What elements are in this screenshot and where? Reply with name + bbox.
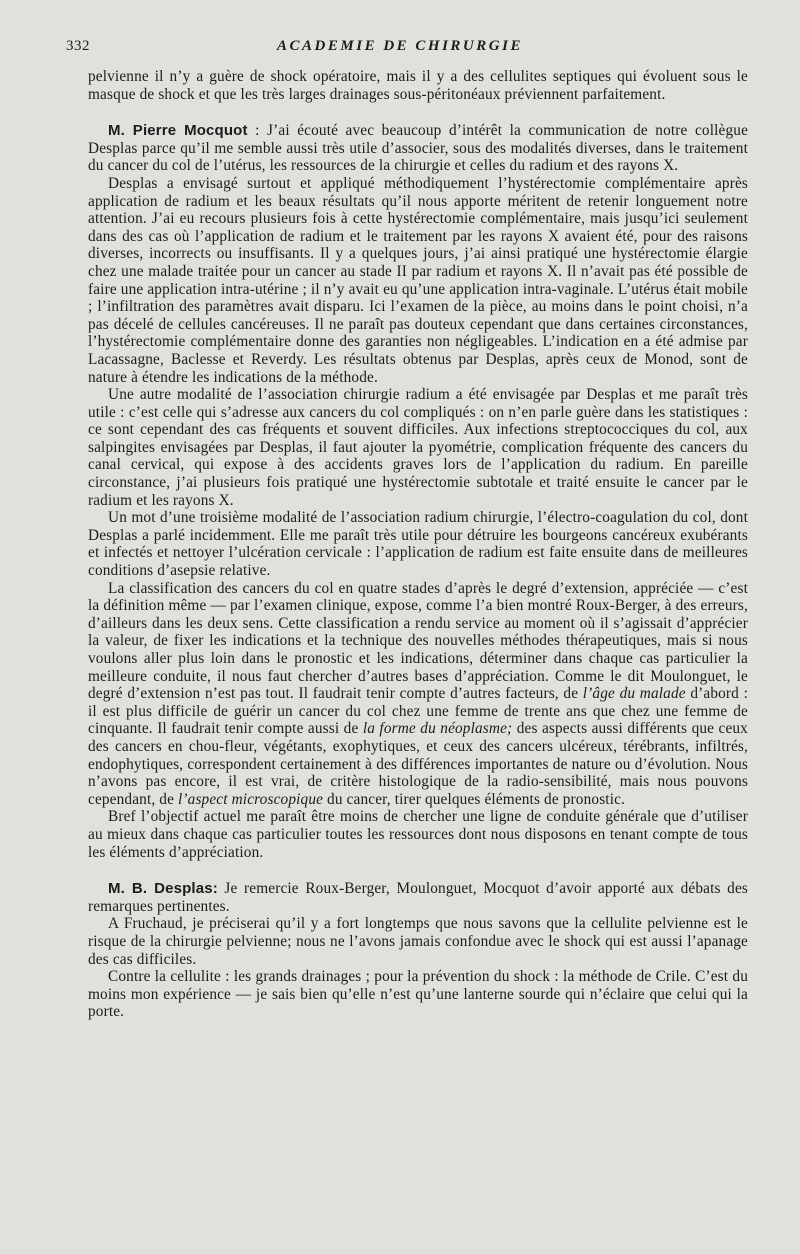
paragraph bbox=[88, 968, 748, 1021]
paragraph bbox=[88, 386, 748, 509]
paragraph bbox=[88, 915, 748, 968]
italic-text: l’âge du malade bbox=[582, 685, 686, 703]
text-run: d’abord : il est plus difficile de guérir un cancer du col chez une femme de trente ans que chez une femme de cinquante. Il faudrait tenir compte aussi de bbox=[88, 685, 748, 738]
speaker-name: M. Pierre Mocquot bbox=[108, 122, 248, 140]
text-run: Je remercie Roux-Berger, Moulonguet, Mocquot d’avoir apporté aux débats des remarques pertinentes. bbox=[88, 880, 748, 915]
text-run: A Fruchaud, je préciserai qu’il y a fort longtemps que nous savons que la cellulite pelvienne est le risque de la chirurgie pelvienne; nous ne l’avons jamais confondue avec le shock qui est aussi l’apanage des cas difficiles. bbox=[88, 915, 748, 968]
paragraph bbox=[88, 509, 748, 579]
paragraph bbox=[88, 808, 748, 861]
text-run: pelvienne il n’y a guère de shock opératoire, mais il y a des cellulites septiques qui évoluent sous le masque de shock et que les très larges drainages sous-péritonéaux préviennent parfaitement. bbox=[88, 68, 748, 103]
text-run: Desplas a envisagé surtout et appliqué méthodiquement l’hystérectomie complémentaire après application de radium et les beaux résultats qu’il nous apporte méritent de retenir longuement notre attention. J’ai eu recours plusieurs fois à cette hystérectomie complémentaire, mais jusqu’ici seulement dans des cas où l’application de radium et le traitement par les rayons X avaient été, pour des raisons diverses, incorrects ou insuffisants. Il y a quelques jours, j’ai ainsi pratiqué une hystérectomie élargie chez une malade traitée pour un cancer au stade II par radium et rayons X. Il n’avait pas été possible de faire une application intra-utérine ; il n’y avait eu qu’une application intra-vaginale. L’utérus était mobile ; l’infiltration des paramètres avait disparu. Ici l’examen de la pièce, au moins dans le point choisi, n’a pas décelé de cellules cancéreuses. Il ne paraît pas douteux cependant que dans certaines circonstances, l’hystérectomie complémentaire donne des garanties non négligeables. L’indication en a été admise par Lacassagne, Baclesse et Reverdy. Les résultats obtenus par Desplas, après ceux de Monod, sont de nature à étendre les indications de la méthode. bbox=[88, 174, 748, 386]
body-text bbox=[88, 68, 748, 1021]
text-run: Contre la cellulite : les grands drainages ; pour la prévention du shock : la méthode de Crile. C’est du moins mon expérience — je sais bien qu’elle n’est qu’une lanterne sourde qui n’éclaire que celui qui la porte. bbox=[88, 968, 748, 1021]
italic-text: l’aspect microscopique bbox=[178, 790, 324, 808]
paragraph bbox=[88, 580, 748, 809]
text-run: Une autre modalité de l’association chirurgie radium a été envisagée par Desplas et me paraît très utile : c’est celle qui s’adresse aux cancers du col compliqués : on n’en parle guère dans les statistiques : ce sont cependant des cas fréquents et souvent difficiles. Aux infections streptococciques du col, aux salpingites envisagées par Desplas, il faut ajouter la pyométrie, complication fréquente des cancers du canal cervical, qui expose à des accidents graves lors de l’application du radium. En pareille circonstance, j’ai plusieurs fois pratiqué une hystérectomie subtotale et traité ensuite le cancer par le radium et les rayons X. bbox=[88, 386, 748, 509]
speaker-name: M. B. Desplas: bbox=[108, 880, 218, 898]
text-run: : J’ai écouté avec beaucoup d’intérêt la communication de notre collègue Desplas parce qu’il me semble aussi très utile d’associer, sous des modalités diverses, dans le traitement du cancer du col de l’utérus, les ressources de la chirurgie et celles du radium et des rayons X. bbox=[88, 122, 749, 175]
page-number: 332 bbox=[66, 38, 90, 54]
text-run: La classification des cancers du col en quatre stades d’après le degré d’extension, appréciée — c’est la définition même — par l’examen clinique, expose, comme l’a bien montré Roux-Berger, à des erreurs, d’ailleurs dans les deux sens. Cette classification a rendu service au moment où il s’agissait d’apprécier la valeur, de fixer les indications et la technique des nouvelles méthodes thérapeutiques, mais si nous voulons aller plus loin dans le pronostic et les indications, déterminer dans chaque cas particulier la meilleure conduite, il nous faut chercher d’autres bases d’appréciation. Comme le dit Moulonguet, le degré d’extension n’est pas tout. Il faudrait tenir compte d’autres facteurs, de bbox=[88, 579, 748, 703]
italic-text: la forme du néoplasme; bbox=[362, 720, 513, 738]
running-title: ACADEMIE DE CHIRURGIE bbox=[277, 38, 523, 54]
text-run: des aspects aussi différents que ceux des cancers en chou-fleur, végétants, exophytiques, et ceux des cancers ulcéreux, térébrants, infiltrés, endophytiques, correspondent certainement à des différences importantes de nature ou d’évolution. Nous n’avons pas encore, il est vrai, de critère histologique de la radio-sensibilité, mais nous pouvons cependant, de bbox=[88, 720, 748, 808]
paragraph bbox=[88, 880, 748, 915]
text-run: du cancer, tirer quelques éléments de pronostic. bbox=[323, 790, 626, 808]
text-run: Un mot d’une troisième modalité de l’association radium chirurgie, l’électro-coagulation du col, dont Desplas a parlé incidemment. Elle me paraît très utile pour détruire les bourgeons cancéreux exubérants et infectés et nettoyer l’ulcération cervicale : l’application de radium est faite ensuite dans de meilleures conditions d’asepsie relative. bbox=[88, 509, 748, 580]
paragraph bbox=[88, 122, 748, 175]
text-run: Bref l’objectif actuel me paraît être moins de chercher une ligne de conduite générale que d’utiliser au mieux dans chaque cas particulier toutes les ressources dont nous disposons en tenant compte de tous les éléments d’appréciation. bbox=[88, 808, 748, 861]
page-header bbox=[66, 38, 734, 60]
paragraph bbox=[88, 68, 748, 103]
paragraph bbox=[88, 175, 748, 386]
